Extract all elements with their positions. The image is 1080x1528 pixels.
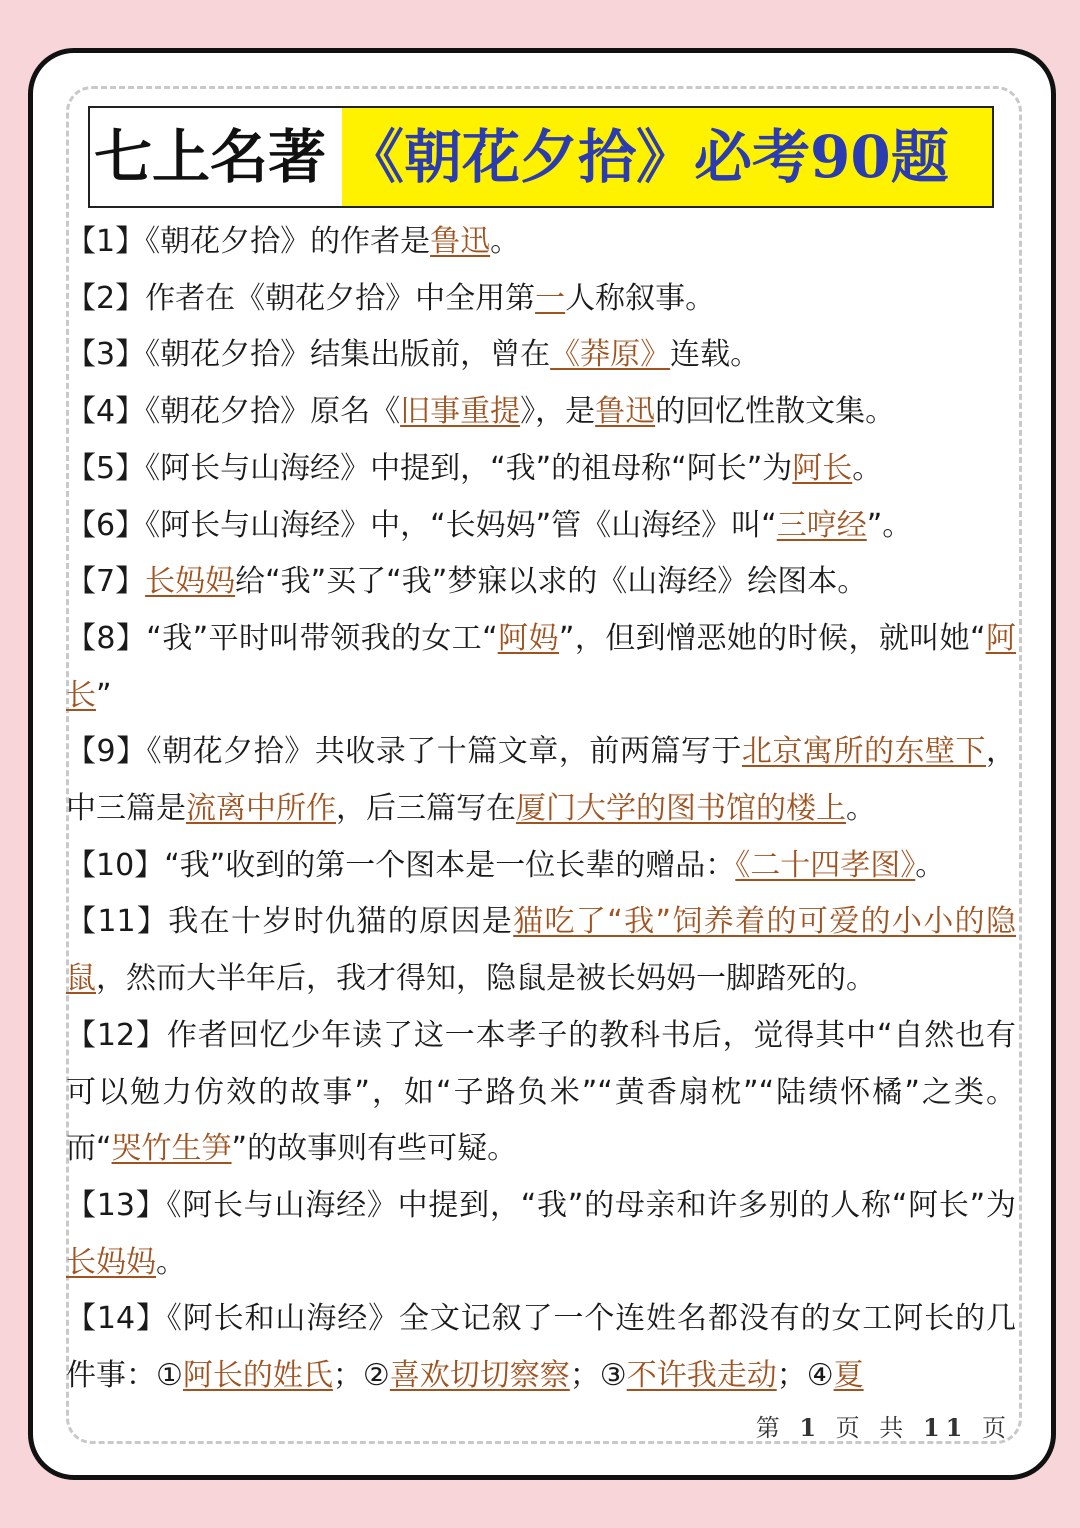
- answer: 流离中所作: [186, 791, 336, 827]
- question-number: 【7】: [66, 564, 146, 600]
- question-10: [66, 838, 1016, 895]
- answer: 哭竹生笋: [111, 1131, 232, 1167]
- page-number: 1: [799, 1413, 823, 1442]
- question-text: 。: [846, 791, 876, 827]
- question-text: ”的故事则有些可疑。: [231, 1131, 518, 1167]
- question-11: [66, 894, 1016, 1007]
- question-text: 给“我”买了“我”梦寐以求的《山海经》绘图本。: [235, 564, 868, 600]
- answer: 长妈妈: [145, 564, 236, 600]
- question-7: [66, 554, 1016, 611]
- question-text: 《朝花夕拾》原名《: [145, 394, 401, 430]
- question-8: [66, 611, 1016, 724]
- answer: 厦门大学的图书馆的楼上: [516, 791, 846, 827]
- question-text: 《阿长与山海经》中提到，“我”的母亲和许多别的人称“阿长”为: [166, 1187, 1016, 1223]
- question-text: 《阿长与山海经》中，“长妈妈”管《山海经》叫“: [145, 507, 777, 543]
- answer: 《莽原》: [550, 337, 671, 373]
- question-number: 【11】: [66, 904, 169, 940]
- total-pages: 11: [922, 1413, 969, 1442]
- question-12: [66, 1008, 1016, 1178]
- answer: 《二十四孝图》: [735, 847, 916, 883]
- question-text: 《朝花夕拾》共收录了十篇文章，前两篇写于: [146, 734, 742, 770]
- question-text: ”: [96, 677, 112, 713]
- question-number: 【9】: [66, 734, 147, 770]
- answer: 鲁迅: [430, 224, 491, 259]
- question-number: 【8】: [66, 620, 147, 656]
- question-number: 【3】: [66, 337, 146, 373]
- question-number: 【10】: [66, 847, 165, 883]
- page-footer: [756, 1408, 1012, 1443]
- answer: 阿长: [792, 450, 853, 486]
- question-text: 。: [490, 224, 521, 259]
- answer: 一: [535, 280, 566, 316]
- question-text: 《朝花夕拾》结集出版前，曾在: [145, 337, 551, 373]
- question-text: 《阿长与山海经》中提到，“我”的祖母称“阿长”为: [145, 450, 793, 486]
- question-9: [66, 724, 1016, 837]
- question-1: [66, 214, 1016, 271]
- question-number: 【13】: [66, 1187, 167, 1223]
- question-13: [66, 1178, 1016, 1291]
- footer-text: 第: [755, 1414, 786, 1442]
- question-6: [66, 498, 1016, 555]
- question-text: ；④: [776, 1358, 834, 1394]
- question-text: ，后三篇写在: [336, 791, 516, 827]
- question-number: 【1】: [66, 224, 146, 259]
- answer: 夏: [833, 1358, 864, 1394]
- question-text: ，中三篇是: [66, 734, 1017, 827]
- question-number: 【6】: [66, 507, 146, 543]
- question-text: 《阿长和山海经》全文记叙了一个连姓名都没有的女工阿长的几件事：①: [66, 1301, 1016, 1394]
- answer: 阿妈: [497, 620, 559, 656]
- question-text: ；③: [569, 1358, 627, 1394]
- answer: 鲁迅: [595, 394, 656, 430]
- answer: 阿长的姓氏: [182, 1358, 333, 1394]
- question-text: 的回忆性散文集。: [655, 394, 896, 430]
- question-text: ”。: [866, 507, 913, 543]
- question-text: ”，但到憎恶她的时候，就叫她“: [558, 620, 986, 656]
- answer: 长妈妈: [66, 1244, 156, 1280]
- question-14: [66, 1291, 1016, 1404]
- question-number: 【2】: [66, 280, 146, 316]
- question-text: 作者回忆少年读了这一本孝子的教科书后，觉得其中“自然也有可以勉力仿效的故事”，如“子路负米”“黄香扇枕”“陆绩怀橘”之类。而“: [66, 1017, 1016, 1167]
- question-text: 《朝花夕拾》的作者是: [145, 224, 431, 259]
- answer: 猫吃了“我”饲养着的可爱的小小的隐鼠: [66, 904, 1016, 997]
- question-5: [66, 441, 1016, 498]
- title-banner: [88, 106, 994, 208]
- question-text: 。: [156, 1244, 186, 1280]
- question-text: “我”收到的第一个图本是一位长辈的赠品：: [164, 847, 736, 883]
- title-highlight: 《朝花夕拾》必考90题: [342, 108, 992, 206]
- answer: 北京寓所的东壁下: [741, 734, 987, 770]
- footer-text: 页 共: [835, 1414, 910, 1442]
- question-text: ；②: [332, 1358, 390, 1394]
- question-text: 我在十岁时仇猫的原因是: [168, 904, 514, 940]
- question-text: 人称叙事。: [565, 280, 716, 316]
- question-3: [66, 327, 1016, 384]
- question-text: 。: [915, 847, 946, 883]
- question-number: 【14】: [66, 1301, 167, 1337]
- answer: 旧事重提: [400, 394, 521, 430]
- question-text: “我”平时叫带领我的女工“: [146, 620, 498, 656]
- question-4: [66, 384, 1016, 441]
- question-2: [66, 271, 1016, 328]
- question-text: 》，是: [520, 394, 596, 430]
- question-text: 连载。: [670, 337, 761, 373]
- answer: 喜欢切切察察: [389, 1358, 570, 1394]
- footer-text: 页: [982, 1414, 1012, 1442]
- question-text: 。: [852, 450, 883, 486]
- question-text: 作者在《朝花夕拾》中全用第: [145, 280, 536, 316]
- question-number: 【12】: [66, 1017, 167, 1053]
- question-list: [66, 214, 1016, 1405]
- question-number: 【4】: [66, 394, 146, 430]
- answer: 阿长: [66, 620, 1016, 713]
- title-prefix: 七上名著: [90, 108, 342, 206]
- answer: 三哼经: [776, 507, 867, 543]
- question-number: 【5】: [66, 450, 146, 486]
- answer: 不许我走动: [626, 1358, 777, 1394]
- question-text: ，然而大半年后，我才得知，隐鼠是被长妈妈一脚踏死的。: [96, 961, 876, 997]
